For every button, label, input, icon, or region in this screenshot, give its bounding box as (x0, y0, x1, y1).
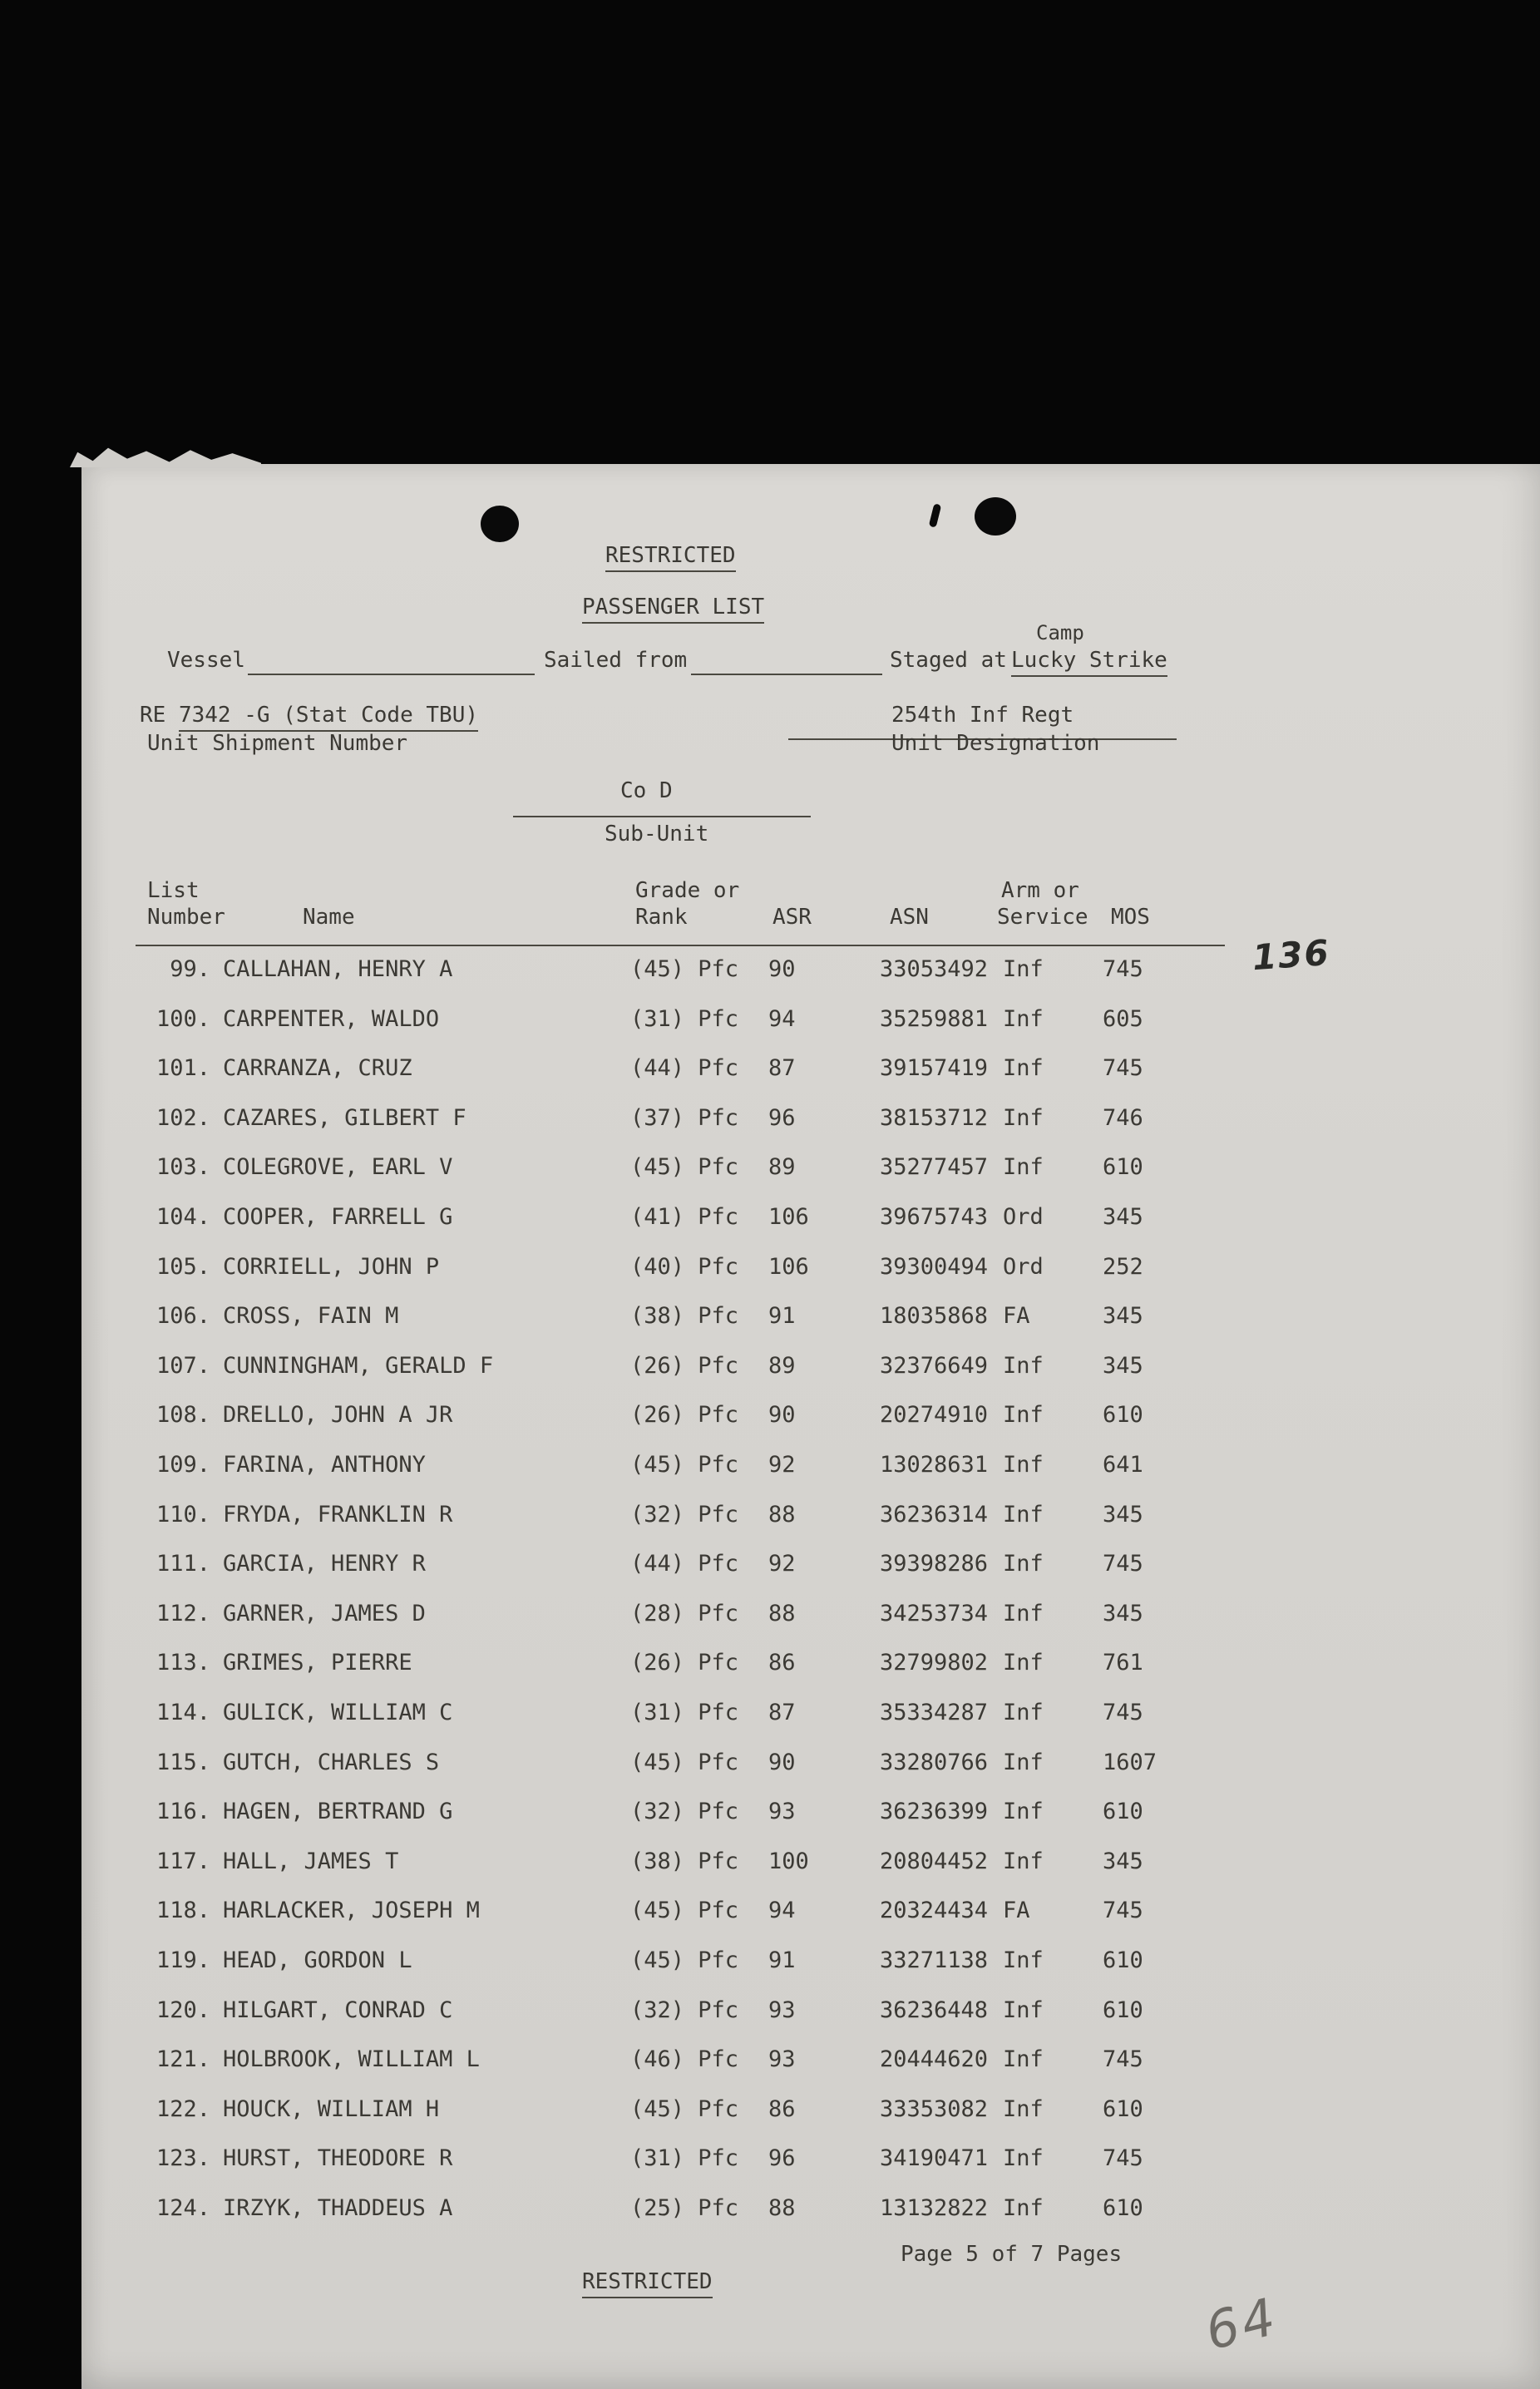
cell-name: HARLACKER, JOSEPH M (223, 1898, 480, 1924)
cell-num: 106. (155, 1303, 210, 1330)
cell-asn: 32799802 (880, 1650, 989, 1676)
table-row (81, 1898, 1540, 1932)
cell-asn: 34190471 (880, 2145, 989, 2172)
cell-mos: 641 (1103, 1452, 1143, 1478)
cell-name: COLEGROVE, EARL V (223, 1154, 453, 1181)
shipment-code: 7342 -G (Stat Code TBU) (179, 703, 478, 732)
header-asr: ASR (772, 905, 812, 930)
cell-num: 118. (155, 1898, 210, 1924)
cell-asn: 32376649 (880, 1352, 989, 1379)
cell-mos: 761 (1103, 1650, 1143, 1676)
shipment-prefix: RE (140, 703, 179, 728)
cell-mos: 610 (1103, 2095, 1143, 2122)
cell-asn: 20804452 (880, 1848, 989, 1874)
unit-designation-value: 254th Inf Regt (891, 703, 1074, 728)
header-rank: Rank (635, 905, 688, 930)
cell-asr: 88 (768, 2195, 796, 2221)
header-service: Service (997, 905, 1088, 930)
cell-mos: 745 (1103, 1700, 1143, 1725)
cell-mos: 745 (1103, 1551, 1143, 1577)
cell-arm: Inf (1003, 1551, 1044, 1577)
cell-name: CAZARES, GILBERT F (223, 1104, 466, 1131)
table-row (81, 1452, 1540, 1487)
cell-name: IRZYK, THADDEUS A (223, 2195, 453, 2221)
cell-arm: FA (1003, 1898, 1030, 1924)
cell-asn: 35334287 (880, 1700, 989, 1725)
camp-label: Camp (1036, 621, 1084, 644)
cell-asn: 39157419 (880, 1055, 989, 1082)
handwritten-list-number: 136 (1251, 931, 1332, 979)
cell-mos: 610 (1103, 1402, 1143, 1429)
cell-mos: 745 (1103, 2046, 1143, 2073)
cell-asn: 33353082 (880, 2095, 989, 2122)
cell-asn: 39300494 (880, 1253, 989, 1280)
shipment-number-label: Unit Shipment Number (147, 731, 408, 756)
cell-asn: 33053492 (880, 956, 989, 982)
cell-asn: 36236448 (880, 1997, 989, 2023)
ink-tick-mark (929, 503, 942, 527)
cell-mos: 345 (1103, 1501, 1143, 1528)
table-row (81, 1650, 1540, 1685)
table-row (81, 1402, 1540, 1437)
cell-asr: 106 (768, 1204, 809, 1230)
classification-top: RESTRICTED (605, 544, 736, 572)
table-row (81, 1997, 1540, 2032)
classification-bottom: RESTRICTED (582, 2270, 713, 2298)
cell-name: HAGEN, BERTRAND G (223, 1799, 453, 1825)
cell-num: 101. (155, 1055, 210, 1082)
cell-arm: Inf (1003, 1104, 1044, 1131)
vessel-blank-line (248, 674, 535, 675)
cell-arm: Inf (1003, 1848, 1044, 1874)
cell-grade: (31) Pfc (630, 1700, 739, 1725)
cell-name: GARCIA, HENRY R (223, 1551, 426, 1577)
sub-unit-label: Sub-Unit (605, 822, 709, 847)
page-info: Page 5 of 7 Pages (901, 2242, 1123, 2267)
cell-grade: (32) Pfc (630, 1799, 739, 1825)
cell-grade: (45) Pfc (630, 1154, 739, 1181)
cell-asn: 39675743 (880, 1204, 989, 1230)
cell-arm: Inf (1003, 2046, 1044, 2073)
cell-mos: 610 (1103, 2195, 1143, 2221)
cell-num: 117. (155, 1848, 210, 1874)
cell-mos: 605 (1103, 1005, 1143, 1032)
cell-arm: Inf (1003, 1055, 1044, 1082)
cell-arm: Ord (1003, 1253, 1044, 1280)
cell-grade: (32) Pfc (630, 1997, 739, 2023)
cell-num: 123. (155, 2145, 210, 2172)
cell-name: GARNER, JAMES D (223, 1600, 426, 1626)
cell-grade: (44) Pfc (630, 1055, 739, 1082)
table-row (81, 1601, 1540, 1636)
cell-grade: (31) Pfc (630, 2145, 739, 2172)
cell-asn: 35277457 (880, 1154, 989, 1181)
cell-asr: 93 (768, 2046, 796, 2073)
cell-num: 124. (155, 2195, 210, 2221)
header-list: List (147, 878, 200, 903)
sub-unit-value: Co D (620, 778, 673, 803)
cell-num: 109. (155, 1452, 210, 1478)
cell-mos: 610 (1103, 1997, 1143, 2023)
cell-grade: (25) Pfc (630, 2195, 739, 2221)
cell-mos: 745 (1103, 1055, 1143, 1082)
cell-num: 111. (155, 1551, 210, 1577)
table-row (81, 2046, 1540, 2081)
cell-mos: 252 (1103, 1253, 1143, 1280)
cell-arm: Inf (1003, 2195, 1044, 2221)
cell-arm: Inf (1003, 1799, 1044, 1825)
cell-grade: (44) Pfc (630, 1551, 739, 1577)
cell-num: 108. (155, 1402, 210, 1429)
table-row (81, 1502, 1540, 1537)
table-row (81, 1700, 1540, 1735)
unit-designation-label: Unit Designation (891, 731, 1100, 756)
cell-asr: 87 (768, 1055, 796, 1082)
cell-grade: (31) Pfc (630, 1005, 739, 1032)
cell-arm: Inf (1003, 1749, 1044, 1775)
cell-name: CALLAHAN, HENRY A (223, 956, 453, 982)
cell-name: DRELLO, JOHN A JR (223, 1402, 453, 1429)
cell-num: 100. (155, 1005, 210, 1032)
cell-name: GUTCH, CHARLES S (223, 1749, 440, 1775)
cell-asr: 86 (768, 2095, 796, 2122)
cell-asn: 33271138 (880, 1947, 989, 1973)
cell-mos: 345 (1103, 1303, 1143, 1330)
cell-arm: Inf (1003, 1700, 1044, 1725)
cell-num: 104. (155, 1204, 210, 1230)
cell-name: HOLBROOK, WILLIAM L (223, 2046, 480, 2073)
cell-asn: 20324434 (880, 1898, 989, 1924)
cell-arm: Inf (1003, 2095, 1044, 2122)
header-asn: ASN (890, 905, 929, 930)
cell-asr: 93 (768, 1799, 796, 1825)
cell-arm: Inf (1003, 1650, 1044, 1676)
cell-name: HILGART, CONRAD C (223, 1997, 453, 2023)
cell-asr: 91 (768, 1303, 796, 1330)
cell-mos: 610 (1103, 1947, 1143, 1973)
cell-asr: 88 (768, 1600, 796, 1626)
ink-spot-left (481, 506, 519, 542)
cell-grade: (45) Pfc (630, 2095, 739, 2122)
cell-asn: 20444620 (880, 2046, 989, 2073)
cell-num: 115. (155, 1749, 210, 1775)
cell-grade: (38) Pfc (630, 1303, 739, 1330)
cell-arm: Inf (1003, 956, 1044, 982)
cell-grade: (45) Pfc (630, 956, 739, 982)
cell-grade: (45) Pfc (630, 1452, 739, 1478)
cell-grade: (41) Pfc (630, 1204, 739, 1230)
cell-arm: Inf (1003, 1997, 1044, 2023)
table-row (81, 1254, 1540, 1289)
cell-name: CORRIELL, JOHN P (223, 1253, 440, 1280)
cell-asr: 94 (768, 1005, 796, 1032)
table-row (81, 1750, 1540, 1784)
table-row (81, 1303, 1540, 1338)
header-number: Number (147, 905, 225, 930)
cell-num: 107. (155, 1352, 210, 1379)
cell-mos: 345 (1103, 1848, 1143, 1874)
handwritten-page-number: 64 (1199, 2285, 1285, 2362)
cell-name: GRIMES, PIERRE (223, 1650, 412, 1676)
cell-asr: 91 (768, 1947, 796, 1973)
cell-grade: (28) Pfc (630, 1600, 739, 1626)
staged-at-value: Lucky Strike (1011, 649, 1167, 677)
cell-num: 121. (155, 2046, 210, 2073)
cell-num: 99. (170, 956, 210, 982)
cell-mos: 745 (1103, 1898, 1143, 1924)
cell-grade: (45) Pfc (630, 1749, 739, 1775)
header-arm-or: Arm or (1001, 878, 1079, 903)
cell-asn: 34253734 (880, 1600, 989, 1626)
cell-name: FRYDA, FRANKLIN R (223, 1501, 453, 1528)
staged-at-label: Staged at (890, 648, 1007, 673)
cell-asn: 36236399 (880, 1799, 989, 1825)
cell-asr: 106 (768, 1253, 809, 1280)
cell-mos: 746 (1103, 1104, 1143, 1131)
sailed-from-label: Sailed from (544, 648, 688, 673)
cell-grade: (32) Pfc (630, 1501, 739, 1528)
cell-name: HEAD, GORDON L (223, 1947, 412, 1973)
cell-grade: (45) Pfc (630, 1947, 739, 1973)
cell-arm: Inf (1003, 1402, 1044, 1429)
header-grade-or: Grade or (635, 878, 740, 903)
cell-grade: (38) Pfc (630, 1848, 739, 1874)
cell-mos: 610 (1103, 1799, 1143, 1825)
cell-num: 119. (155, 1947, 210, 1973)
cell-asn: 39398286 (880, 1551, 989, 1577)
header-name: Name (303, 905, 355, 930)
cell-num: 116. (155, 1799, 210, 1825)
cell-name: HALL, JAMES T (223, 1848, 399, 1874)
cell-name: CARRANZA, CRUZ (223, 1055, 412, 1082)
cell-grade: (46) Pfc (630, 2046, 739, 2073)
torn-edge (70, 446, 261, 467)
cell-asn: 35259881 (880, 1005, 989, 1032)
cell-asr: 94 (768, 1898, 796, 1924)
cell-asn: 18035868 (880, 1303, 989, 1330)
table-row (81, 2145, 1540, 2180)
table-row (81, 2195, 1540, 2230)
cell-arm: Inf (1003, 1600, 1044, 1626)
cell-asn: 38153712 (880, 1104, 989, 1131)
cell-name: CARPENTER, WALDO (223, 1005, 440, 1032)
cell-num: 114. (155, 1700, 210, 1725)
cell-arm: Inf (1003, 2145, 1044, 2172)
cell-name: HURST, THEODORE R (223, 2145, 453, 2172)
page-title: PASSENGER LIST (582, 595, 764, 624)
cell-mos: 745 (1103, 2145, 1143, 2172)
cell-mos: 345 (1103, 1204, 1143, 1230)
cell-grade: (40) Pfc (630, 1253, 739, 1280)
cell-num: 122. (155, 2095, 210, 2122)
table-row (81, 1154, 1540, 1189)
cell-arm: Inf (1003, 1352, 1044, 1379)
cell-mos: 1607 (1103, 1749, 1157, 1775)
cell-asr: 86 (768, 1650, 796, 1676)
shipment-number-value (140, 703, 478, 728)
table-row (81, 2096, 1540, 2131)
table-row (81, 1551, 1540, 1586)
cell-num: 105. (155, 1253, 210, 1280)
sub-unit-rule (513, 816, 811, 817)
cell-name: GULICK, WILLIAM C (223, 1700, 453, 1725)
table-row (81, 1353, 1540, 1388)
cell-asr: 93 (768, 1997, 796, 2023)
ink-spot-right (975, 497, 1016, 536)
cell-num: 103. (155, 1154, 210, 1181)
cell-asr: 92 (768, 1452, 796, 1478)
cell-num: 110. (155, 1501, 210, 1528)
cell-grade: (26) Pfc (630, 1402, 739, 1429)
cell-asr: 96 (768, 1104, 796, 1131)
cell-asr: 90 (768, 1402, 796, 1429)
cell-asr: 90 (768, 1749, 796, 1775)
cell-mos: 610 (1103, 1154, 1143, 1181)
cell-asn: 36236314 (880, 1501, 989, 1528)
cell-asr: 89 (768, 1154, 796, 1181)
cell-grade: (45) Pfc (630, 1898, 739, 1924)
cell-asn: 33280766 (880, 1749, 989, 1775)
cell-asr: 96 (768, 2145, 796, 2172)
cell-num: 102. (155, 1104, 210, 1131)
cell-asn: 13132822 (880, 2195, 989, 2221)
cell-name: CUNNINGHAM, GERALD F (223, 1352, 494, 1379)
cell-name: FARINA, ANTHONY (223, 1452, 426, 1478)
cell-name: COOPER, FARRELL G (223, 1204, 453, 1230)
cell-grade: (26) Pfc (630, 1650, 739, 1676)
cell-asr: 87 (768, 1700, 796, 1725)
cell-grade: (26) Pfc (630, 1352, 739, 1379)
cell-mos: 745 (1103, 956, 1143, 982)
cell-arm: Inf (1003, 1501, 1044, 1528)
table-row (81, 1204, 1540, 1239)
header-mos: MOS (1111, 905, 1150, 930)
table-row (81, 1849, 1540, 1883)
cell-asr: 90 (768, 956, 796, 982)
cell-asr: 89 (768, 1352, 796, 1379)
sailed-from-blank-line (691, 674, 882, 675)
cell-name: HOUCK, WILLIAM H (223, 2095, 440, 2122)
cell-num: 113. (155, 1650, 210, 1676)
cell-num: 112. (155, 1600, 210, 1626)
cell-mos: 345 (1103, 1352, 1143, 1379)
cell-arm: Inf (1003, 1452, 1044, 1478)
cell-asr: 100 (768, 1848, 809, 1874)
header-rule (136, 945, 1225, 946)
cell-mos: 345 (1103, 1600, 1143, 1626)
table-row (81, 1006, 1540, 1041)
cell-arm: Inf (1003, 1947, 1044, 1973)
table-row (81, 1055, 1540, 1090)
vessel-label: Vessel (167, 648, 245, 673)
document-paper (81, 464, 1540, 2389)
cell-asn: 20274910 (880, 1402, 989, 1429)
cell-arm: FA (1003, 1303, 1030, 1330)
cell-num: 120. (155, 1997, 210, 2023)
cell-asr: 88 (768, 1501, 796, 1528)
table-row (81, 1799, 1540, 1834)
cell-arm: Ord (1003, 1204, 1044, 1230)
cell-asr: 92 (768, 1551, 796, 1577)
cell-arm: Inf (1003, 1154, 1044, 1181)
table-row (81, 1947, 1540, 1982)
cell-arm: Inf (1003, 1005, 1044, 1032)
cell-asn: 13028631 (880, 1452, 989, 1478)
table-row (81, 1105, 1540, 1140)
cell-grade: (37) Pfc (630, 1104, 739, 1131)
cell-name: CROSS, FAIN M (223, 1303, 399, 1330)
